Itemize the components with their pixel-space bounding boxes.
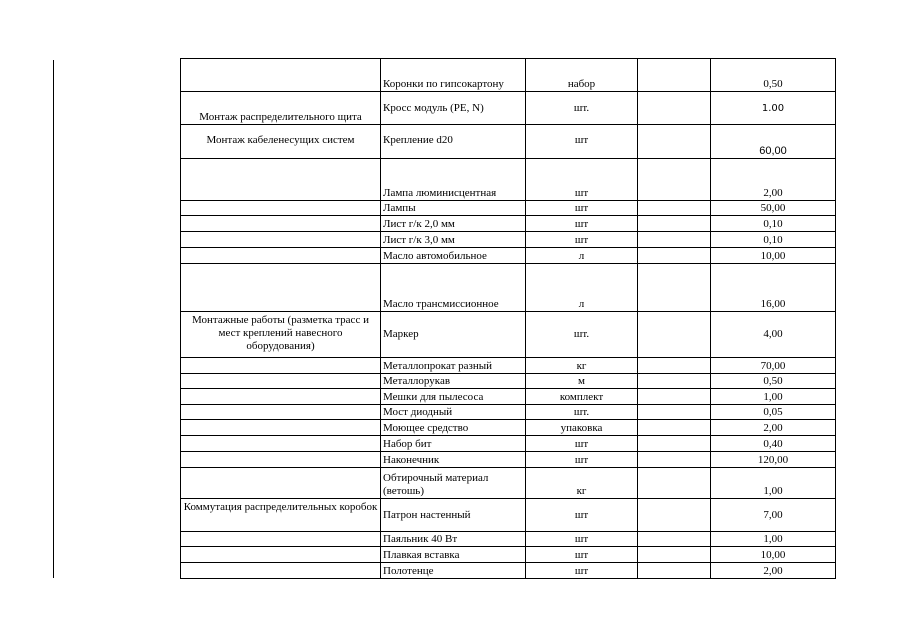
- material-cell: Коронки по гипсокартону: [381, 59, 526, 92]
- qty-cell: 2,00: [711, 420, 836, 436]
- table-row: [181, 389, 836, 405]
- empty-cell: [638, 436, 711, 452]
- material-cell: Лист г/к 2,0 мм: [381, 216, 526, 232]
- table-row: [181, 547, 836, 563]
- work-cell: [181, 532, 381, 547]
- work-cell: [181, 232, 381, 248]
- unit-cell: набор: [526, 59, 638, 92]
- unit-cell: кг: [526, 468, 638, 499]
- work-cell: [181, 374, 381, 389]
- empty-cell: [638, 374, 711, 389]
- material-cell: Металлопрокат разный: [381, 358, 526, 374]
- qty-cell: 60,00: [711, 125, 836, 159]
- material-cell: Патрон настенный: [381, 499, 526, 532]
- qty-cell: 0,05: [711, 405, 836, 420]
- empty-cell: [638, 92, 711, 125]
- table-row: [181, 216, 836, 232]
- work-cell: [181, 159, 381, 201]
- work-cell: [181, 547, 381, 563]
- material-cell: Масло автомобильное: [381, 248, 526, 264]
- unit-cell: комплект: [526, 389, 638, 405]
- qty-cell: 70,00: [711, 358, 836, 374]
- unit-cell: шт: [526, 436, 638, 452]
- unit-cell: шт: [526, 452, 638, 468]
- unit-cell: шт: [526, 125, 638, 159]
- empty-cell: [638, 216, 711, 232]
- table-row: [181, 405, 836, 420]
- work-cell: [181, 420, 381, 436]
- table-row: [181, 59, 836, 92]
- work-cell: Монтаж кабеленесущих систем: [181, 125, 381, 159]
- unit-cell: шт: [526, 201, 638, 216]
- unit-cell: упаковка: [526, 420, 638, 436]
- qty-cell: 10,00: [711, 547, 836, 563]
- table-row: [181, 436, 836, 452]
- work-cell: [181, 358, 381, 374]
- table-row: [181, 312, 836, 358]
- work-cell: Монтажные работы (разметка трасс и мест креплений навесного оборудования): [181, 312, 381, 358]
- work-cell: [181, 201, 381, 216]
- material-cell: Лампы: [381, 201, 526, 216]
- empty-cell: [638, 201, 711, 216]
- qty-cell: 10,00: [711, 248, 836, 264]
- unit-cell: шт.: [526, 92, 638, 125]
- qty-cell: 120,00: [711, 452, 836, 468]
- empty-cell: [638, 420, 711, 436]
- material-cell: Полотенце: [381, 563, 526, 579]
- material-cell: Мост диодный: [381, 405, 526, 420]
- material-cell: Моющее средство: [381, 420, 526, 436]
- work-cell: [181, 264, 381, 312]
- work-cell: [181, 468, 381, 499]
- work-cell: [181, 248, 381, 264]
- empty-cell: [638, 264, 711, 312]
- work-cell: [181, 563, 381, 579]
- qty-cell: 1,00: [711, 389, 836, 405]
- qty-cell: 1,00: [711, 468, 836, 499]
- table-row: [181, 159, 836, 201]
- empty-cell: [638, 532, 711, 547]
- qty-cell: 2,00: [711, 563, 836, 579]
- work-cell: Монтаж распределительного щита: [181, 92, 381, 125]
- empty-cell: [638, 405, 711, 420]
- table-row: [181, 125, 836, 159]
- empty-cell: [638, 452, 711, 468]
- qty-cell: 0,40: [711, 436, 836, 452]
- table-row: [181, 358, 836, 374]
- table-row: [181, 92, 836, 125]
- table-row: [181, 452, 836, 468]
- unit-cell: шт: [526, 499, 638, 532]
- table-row: [181, 420, 836, 436]
- empty-cell: [638, 312, 711, 358]
- empty-cell: [638, 547, 711, 563]
- empty-cell: [638, 389, 711, 405]
- table-row: [181, 532, 836, 547]
- qty-cell: 0,50: [711, 59, 836, 92]
- work-cell: [181, 59, 381, 92]
- qty-cell: 50,00: [711, 201, 836, 216]
- empty-cell: [638, 59, 711, 92]
- empty-cell: [638, 468, 711, 499]
- unit-cell: кг: [526, 358, 638, 374]
- work-cell: [181, 405, 381, 420]
- qty-cell: 1.00: [711, 92, 836, 125]
- unit-cell: шт: [526, 216, 638, 232]
- material-cell: Лист г/к 3,0 мм: [381, 232, 526, 248]
- material-cell: Плавкая вставка: [381, 547, 526, 563]
- page-margin-line: [53, 60, 54, 578]
- unit-cell: л: [526, 264, 638, 312]
- empty-cell: [638, 563, 711, 579]
- unit-cell: шт: [526, 547, 638, 563]
- unit-cell: шт: [526, 232, 638, 248]
- unit-cell: м: [526, 374, 638, 389]
- empty-cell: [638, 358, 711, 374]
- table-row: [181, 468, 836, 499]
- work-cell: [181, 389, 381, 405]
- qty-cell: 1,00: [711, 532, 836, 547]
- qty-cell: 0,50: [711, 374, 836, 389]
- empty-cell: [638, 125, 711, 159]
- qty-cell: 16,00: [711, 264, 836, 312]
- table-row: [181, 264, 836, 312]
- unit-cell: шт: [526, 532, 638, 547]
- table-row: [181, 248, 836, 264]
- material-cell: Металлорукав: [381, 374, 526, 389]
- work-cell: [181, 216, 381, 232]
- unit-cell: шт: [526, 159, 638, 201]
- material-cell: Крепление d20: [381, 125, 526, 159]
- table-row: [181, 201, 836, 216]
- qty-cell: 7,00: [711, 499, 836, 532]
- material-cell: Набор бит: [381, 436, 526, 452]
- material-cell: Наконечник: [381, 452, 526, 468]
- materials-table: [180, 58, 836, 579]
- empty-cell: [638, 159, 711, 201]
- material-cell: Мешки для пылесоса: [381, 389, 526, 405]
- table-row: [181, 499, 836, 532]
- qty-cell: 4,00: [711, 312, 836, 358]
- unit-cell: шт.: [526, 312, 638, 358]
- work-cell: [181, 452, 381, 468]
- unit-cell: л: [526, 248, 638, 264]
- empty-cell: [638, 499, 711, 532]
- empty-cell: [638, 232, 711, 248]
- material-cell: Обтирочный материал (ветошь): [381, 468, 526, 499]
- unit-cell: шт: [526, 563, 638, 579]
- table-row: [181, 374, 836, 389]
- qty-cell: 2,00: [711, 159, 836, 201]
- material-cell: Паяльник 40 Вт: [381, 532, 526, 547]
- material-cell: Масло трансмиссионное: [381, 264, 526, 312]
- empty-cell: [638, 248, 711, 264]
- unit-cell: шт.: [526, 405, 638, 420]
- material-cell: Кросс модуль (PE, N): [381, 92, 526, 125]
- work-cell: Коммутация распределительных коробок: [181, 499, 381, 532]
- work-cell: [181, 436, 381, 452]
- table-row: [181, 563, 836, 579]
- table-row: [181, 232, 836, 248]
- material-cell: Лампа люминисцентная: [381, 159, 526, 201]
- qty-cell: 0,10: [711, 216, 836, 232]
- qty-cell: 0,10: [711, 232, 836, 248]
- material-cell: Маркер: [381, 312, 526, 358]
